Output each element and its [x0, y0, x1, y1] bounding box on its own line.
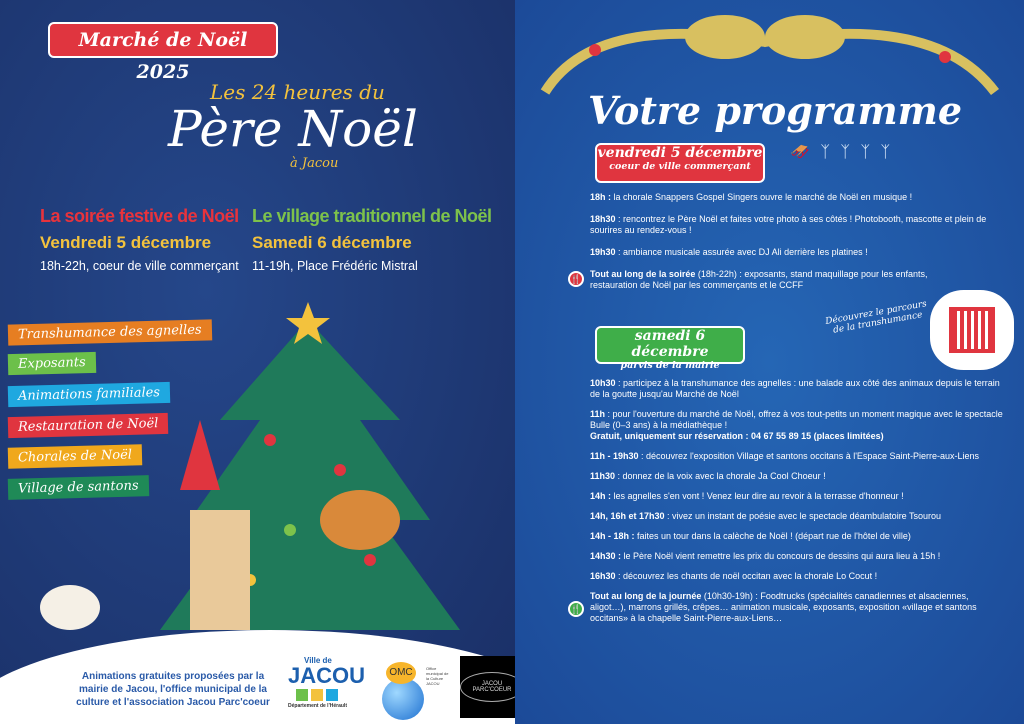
- day-place: parvis de la mairie: [620, 360, 720, 371]
- tag-chorales: Chorales de Noël: [8, 444, 142, 468]
- item-text: : pour l'ouverture du marché de Noël, offrez à vos tout-petits un moment magique avec le spectacle Bulle (0–3 ans) à la médiathèque !: [590, 409, 1003, 430]
- item-text: la chorale Snappers Gospel Singers ouvre le marché de Noël en musique !: [611, 192, 913, 202]
- christmas-tree-illustration: [160, 300, 480, 640]
- item-time: 11h30: [590, 471, 616, 481]
- item-text: : découvrez les chants de noël occitan avec la chorale Lo Cocut !: [615, 571, 878, 581]
- friday-schedule: [570, 192, 1010, 302]
- schedule-item: [590, 378, 1010, 400]
- item-text: (10h30-19h) : Foodtrucks (spécialités canadiennes et alsaciennes, aligot…), marrons grillés, crêpes… animation musicale, exposants, exposition «village et santons occitans» à la chapelle Saint-Pierre-aux-Liens…: [590, 591, 977, 623]
- programme-title: Votre programme: [588, 88, 963, 133]
- logo-text: Office municipal de la Culture JACOU: [426, 666, 449, 686]
- item-time: Tout au long de la soirée: [590, 269, 696, 279]
- item-text: : vivez un instant de poésie avec le spectacle déambulatoire Tsourou: [664, 511, 942, 521]
- food-icon: 🍴: [568, 601, 584, 617]
- title-main: Père Noël: [168, 100, 418, 158]
- item-text: faites un tour dans la calèche de Noël ! (départ rue de l'hôtel de ville): [634, 531, 911, 541]
- logo-omc: [370, 660, 450, 720]
- food-icon: 🍴: [568, 271, 584, 287]
- item-time: 10h30: [590, 378, 616, 388]
- qr-code[interactable]: [949, 307, 995, 353]
- schedule-item: [590, 247, 1010, 258]
- qr-note: Découvrez le parcours de la transhumance: [824, 299, 928, 336]
- item-time: 19h30: [590, 247, 616, 257]
- day-place: coeur de ville commerçant: [609, 161, 751, 172]
- tag-restauration: Restauration de Noël: [8, 413, 169, 438]
- item-text: : donnez de la voix avec la chorale Ja Cool Choeur !: [615, 471, 826, 481]
- tag-transhumance: Transhumance des agnelles: [8, 319, 212, 345]
- logo-ville-jacou: [288, 656, 368, 718]
- schedule-item: [590, 491, 1010, 502]
- event-details: 11-19h, Place Frédéric Mistral: [252, 259, 418, 273]
- saturday-banner: [595, 326, 745, 371]
- item-time: 14h, 16h et 17h30: [590, 511, 665, 521]
- item-time: 11h: [590, 409, 606, 419]
- item-time: 16h30: [590, 571, 616, 581]
- item-time: 18h30: [590, 214, 616, 224]
- reindeer: [320, 490, 400, 550]
- tag-santons: Village de santons: [8, 475, 149, 500]
- item-time: 18h :: [590, 192, 612, 202]
- day-label: samedi 6 décembre: [631, 328, 709, 360]
- logo-text: JACOU: [288, 663, 366, 688]
- item-text: : participez à la transhumance des agnelles : une balade aux côté des animaux depuis le terrain de la goutte jusqu'au Marché de Noël: [590, 378, 1000, 399]
- item-text: le Père Noël vient remettre les prix du concours de dessins qui aura lieu à 15h !: [621, 551, 941, 561]
- title-place: à Jacou: [290, 156, 339, 171]
- logo-text: Ville de: [304, 656, 332, 665]
- schedule-item: [590, 451, 1010, 462]
- item-time: 14h30 :: [590, 551, 622, 561]
- tag-animations: Animations familiales: [8, 382, 171, 407]
- market-banner: Marché de Noël 2025: [48, 22, 278, 58]
- schedule-item: [570, 591, 980, 624]
- logo-jacou-parccoeur: [460, 656, 515, 718]
- event-details: 18h-22h, coeur de ville commerçant: [40, 259, 239, 273]
- schedule-item: [590, 471, 1010, 482]
- logo-text: Département de l'Hérault: [288, 703, 347, 709]
- reservation-info: Gratuit, uniquement sur réservation : 04 67 55 89 15 (places limitées): [590, 431, 884, 441]
- gnome: [180, 420, 220, 490]
- item-time: 14h - 18h :: [590, 531, 635, 541]
- item-text: les agnelles s'en vont ! Venez leur dire au revoir à la terrasse d'honneur !: [611, 491, 904, 501]
- item-time: 11h - 19h30: [590, 451, 639, 461]
- gift-boxes: [190, 510, 250, 630]
- sheep-illustration: [40, 585, 100, 630]
- day-label: vendredi 5 décembre: [597, 145, 763, 161]
- event-title: Le village traditionnel de Noël: [252, 206, 492, 226]
- event-friday: [40, 206, 239, 273]
- sleigh-reindeer-icon: 🛷 ᛉ ᛉ ᛉ ᛉ: [790, 144, 894, 161]
- logo-text: JACOU PARC'COEUR: [460, 672, 515, 702]
- title-small: Les 24 heures du: [210, 80, 385, 104]
- schedule-item: [590, 409, 1010, 442]
- item-time: 14h :: [590, 491, 612, 501]
- item-text: : découvrez l'exposition Village et santons occitans à l'Espace Saint-Pierre-aux-Liens: [638, 451, 979, 461]
- event-date: Vendredi 5 décembre: [40, 233, 212, 252]
- item-text: (18h-22h) : exposants, stand maquillage pour les enfants, restauration de Noël par les commerçants et le CCFF: [590, 269, 928, 290]
- schedule-item: [590, 571, 1010, 582]
- schedule-item: [590, 531, 1010, 542]
- item-text: : ambiance musicale assurée avec DJ Ali derrière les platines !: [615, 247, 868, 257]
- friday-banner: [595, 143, 765, 183]
- schedule-item: [590, 192, 1010, 203]
- item-time: Tout au long de la journée: [590, 591, 702, 601]
- schedule-item: [590, 551, 1010, 562]
- credits-text: Animations gratuites proposées par la mairie de Jacou, l'office municipal de la culture et l'association Jacou Parc'coeur: [76, 671, 270, 708]
- golden-ribbon-bow: [535, 2, 1005, 102]
- schedule-item: [590, 511, 1010, 522]
- saturday-schedule: [570, 378, 1010, 633]
- item-text: : rencontrez le Père Noël et faites votre photo à ses côtés ! Photobooth, mascotte et plein de sourires au rendez-vous !: [590, 214, 987, 235]
- schedule-item: [590, 214, 1010, 236]
- schedule-item: [570, 269, 930, 291]
- qr-code-sheep[interactable]: [930, 290, 1014, 370]
- event-date: Samedi 6 décembre: [252, 233, 412, 252]
- logo-text: OMC: [386, 662, 416, 684]
- tag-exposants: Exposants: [8, 352, 96, 375]
- event-saturday: [252, 206, 492, 273]
- event-title: La soirée festive de Noël: [40, 206, 239, 226]
